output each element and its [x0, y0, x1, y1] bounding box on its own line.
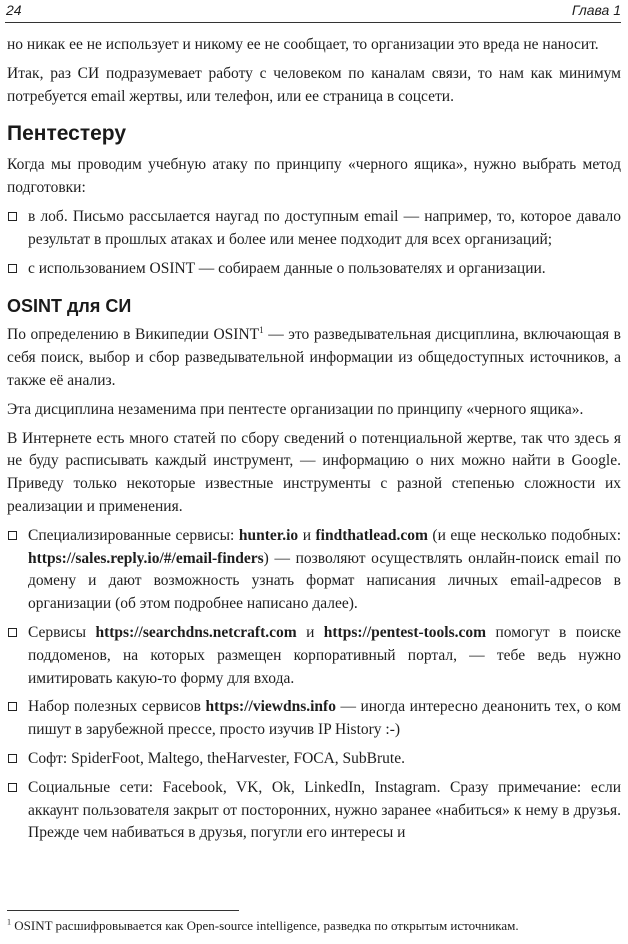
tools-list — [7, 525, 621, 845]
list-item-text: в лоб. Письмо рассылается наугад по доступным email — например, то, которое давало результат в прошлых атаках и более или менее подходит для всех организаций; — [28, 207, 621, 248]
checkbox-bullet-icon — [8, 628, 17, 637]
url: https://viewdns.info — [205, 698, 336, 716]
chapter-title: Глава 1 — [571, 2, 621, 18]
list-item-text: с использованием OSINT — собираем данные о пользователях и организации. — [28, 259, 546, 277]
url: https://searchdns.netcraft.com — [95, 623, 297, 641]
page-number: 24 — [6, 2, 22, 18]
footnote-number: 1 — [7, 917, 11, 927]
text: — это разведывательная дисциплина, включающая в себя поиск, выбор и сбор разведывательной информации из общедоступных источников, а также её анализ. — [7, 326, 621, 389]
text: Специализированные сервисы: — [28, 526, 239, 544]
section-heading-osint: OSINT для СИ — [7, 296, 132, 317]
list-item — [7, 258, 621, 281]
text: Сервисы — [28, 623, 96, 641]
checkbox-bullet-icon — [8, 783, 17, 792]
list-item — [7, 696, 621, 742]
paragraph: Итак, раз СИ подразумевает работу с человеком по каналам связи, то нам как минимум потребуется email жертвы, или телефон, или ее страница в соцсети. — [7, 64, 621, 105]
page-content — [7, 34, 621, 851]
list-item-text: Социальные сети: Facebook, VK, Ok, LinkedIn, Instagram. Сразу примечание: если аккаунт пользователя закрыт от посторонних, нужно заранее «набиться» к нему в друзья. Прежде чем набиваться в друзья, погугли его интересы и — [28, 778, 621, 842]
service-name: hunter.io — [238, 526, 299, 544]
checkbox-bullet-icon — [8, 754, 17, 763]
method-list — [7, 206, 621, 280]
paragraph: Эта дисциплина незаменима при пентесте организации по принципу «черного ящика». — [7, 400, 584, 418]
text: По определению в Википедии OSINT — [7, 326, 260, 344]
service-name: findthatlead.com — [315, 526, 428, 544]
text: и — [296, 623, 324, 641]
list-item — [7, 748, 621, 771]
checkbox-bullet-icon — [8, 212, 17, 221]
text: (и еще несколько подобных: — [427, 526, 622, 544]
section-heading-pentester: Пентестеру — [7, 122, 127, 146]
text: Набор полезных сервисов — [28, 698, 206, 716]
list-item — [7, 525, 621, 616]
footnote — [7, 918, 621, 934]
checkbox-bullet-icon — [8, 531, 17, 540]
paragraph: В Интернете есть много статей по сбору сведений о потенциальной жертве, так что здесь я не буду расписывать каждый инструмент, — информацию о них можно найти в Google. Приведу только некоторые известные инструменты с разной степенью сложности их реализации и применения. — [7, 429, 621, 515]
paragraph: но никак ее не использует и никому ее не сообщает, то организации это вреда не наносит. — [7, 36, 599, 53]
list-item — [7, 622, 621, 690]
list-item — [7, 206, 621, 252]
text: — иногда интересно деанонить тех, о ком пишут в зарубежной прессе, просто изучив IP History :-) — [28, 698, 621, 739]
footnote-text: OSINT расшифровывается как Open-source intelligence, разведка по открытым источникам. — [11, 918, 519, 933]
paragraph — [7, 324, 621, 392]
text: и — [298, 526, 316, 544]
url: https://pentest-tools.com — [323, 623, 487, 641]
paragraph: Когда мы проводим учебную атаку по принципу «черного ящика», нужно выбрать метод подготовки: — [7, 156, 621, 197]
checkbox-bullet-icon — [8, 702, 17, 711]
text: помогут в поиске поддоменов, на которых размещен корпоративный портал, — тебе ведь нужно имитировать какую-то форму для входа. — [28, 623, 621, 687]
list-item — [7, 777, 621, 845]
url: https://sales.reply.io/#/email-finders — [28, 549, 264, 567]
footnote-ref: 1 — [259, 325, 264, 336]
footnote-divider — [7, 910, 239, 911]
checkbox-bullet-icon — [8, 264, 17, 273]
list-item-text: Софт: SpiderFoot, Maltego, theHarvester, FOCA, SubBrute. — [28, 749, 405, 767]
running-header — [5, 0, 621, 23]
text: ) — позволяют осуществлять онлайн-поиск email по домену и дают возможность узнать формат написания личных email-адресов в организации (об этом подробнее написано далее). — [28, 549, 621, 613]
